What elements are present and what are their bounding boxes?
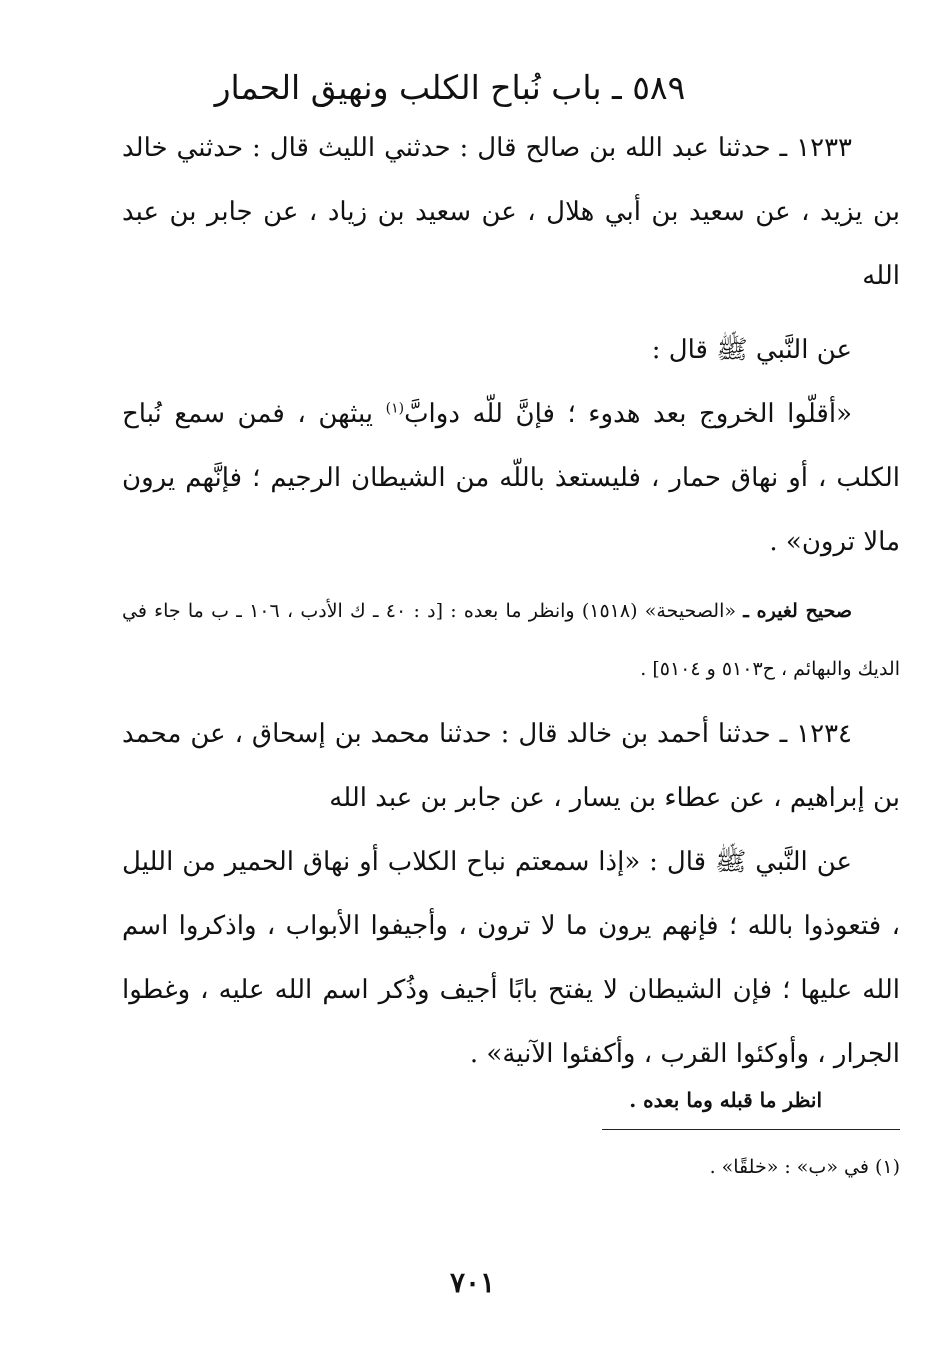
grading-label: صحيح لغيره ـ: [743, 600, 852, 622]
page-number: ٧٠١: [449, 1266, 496, 1299]
footnote-separator: [602, 1129, 900, 1130]
see-also-note: انظر ما قبله وما بعده .: [629, 1088, 822, 1112]
chapter-title: ٥٨٩ ـ باب نُباح الكلب ونهيق الحمار: [214, 68, 686, 107]
hadith-1233-matn: [122, 382, 900, 574]
footnote-1: (١) في «ب» : «خلقًا» .: [709, 1156, 900, 1178]
hadith-1233-matn-start: «أقلّوا الخروج بعد هدوء ؛ فإنَّ للّه دوابَّ: [404, 399, 852, 429]
hadith-1233-isnad: ١٢٣٣ ـ حدثنا عبد الله بن صالح قال : حدثني الليث قال : حدثني خالد بن يزيد ، عن سعيد بن أبي هلال ، عن سعيد بن زياد ، عن جابر بن عبد الله: [122, 133, 900, 291]
hadith-1233-prophet-line: عن النَّبي ﷺ قال :: [651, 335, 852, 365]
hadith-1234-isnad: ١٢٣٤ ـ حدثنا أحمد بن خالد قال : حدثنا محمد بن إسحاق ، عن محمد بن إبراهيم ، عن عطاء بن يسار ، عن جابر بن عبد الله: [122, 719, 900, 813]
footnote-marker: (١): [385, 400, 405, 417]
grading-text: «الصحيحة» (١٥١٨) وانظر ما بعده : [د : ٤٠ ـ ك الأدب ، ١٠٦ ـ ب ما جاء في الديك والبهائم ، ح٥١٠٣ و ٥١٠٤] .: [122, 600, 900, 680]
hadith-1233-grading: [122, 582, 900, 698]
hadith-1233-matn-end: يبثهن ، فمن سمع نُباح الكلب ، أو نهاق حمار ، فليستعذ باللّه من الشيطان الرجيم ؛ فإنَّهم يرون مالا ترون» .: [122, 399, 900, 557]
hadith-1234-matn: عن النَّبي ﷺ قال : «إذا سمعتم نباح الكلاب أو نهاق الحمير من الليل ، فتعوذوا بالله ؛ فإنهم يرون ما لا ترون ، وأجيفوا الأبواب ، واذكروا اسم الله عليها ؛ فإن الشيطان لا يفتح بابًا أجيف وذُكر اسم الله عليه ، وغطوا الجرار ، وأوكئوا القرب ، وأكفئوا الآنية» .: [122, 847, 900, 1069]
